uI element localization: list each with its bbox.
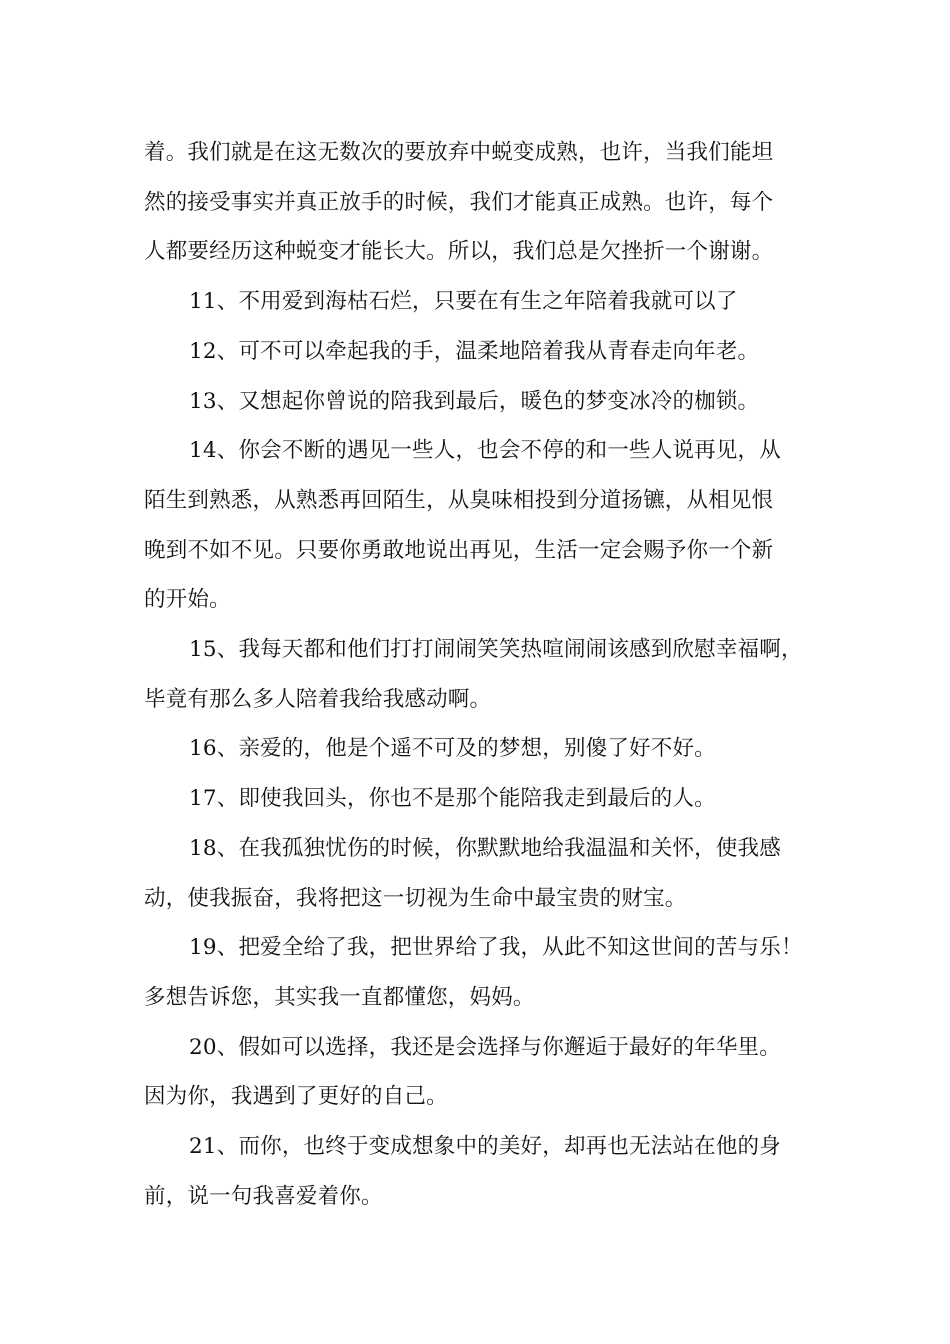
text-line: 13、又想起你曾说的陪我到最后，暖色的梦变冰冷的枷锁。 [189,388,760,414]
text-line: 然的接受事实并真正放手的时候，我们才能真正成熟。也许，每个 [144,189,774,215]
paragraph-15 [144,625,814,724]
text-line: 因为你，我遇到了更好的自己。 [144,1084,448,1110]
paragraph-continuation [144,128,814,277]
text-line: 11、不用爱到海枯石烂，只要在有生之年陪着我就可以了 [189,289,738,315]
text-line: 陌生到熟悉，从熟悉再回陌生，从臭味相投到分道扬镳，从相见恨 [144,487,774,513]
text-line: 19、把爱全给了我，把世界给了我，从此不知这世间的苦与乐！ [189,935,803,961]
text-line: 毕竟有那么多人陪着我给我感动啊。 [144,686,492,712]
paragraph-14 [144,426,814,625]
text-line: 17、即使我回头，你也不是那个能陪我走到最后的人。 [189,786,716,812]
text-line: 12、可不可以牵起我的手，温柔地陪着我从青春走向年老。 [189,338,760,364]
text-line: 多想告诉您，其实我一直都懂您，妈妈。 [144,984,535,1010]
text-line: 人都要经历这种蜕变才能长大。所以，我们总是欠挫折一个谢谢。 [144,239,774,265]
paragraph-21 [144,1122,814,1221]
text-line: 晚到不如不见。只要你勇敢地说出再见，生活一定会赐予你一个新 [144,537,774,563]
text-line: 着。我们就是在这无数次的要放弃中蜕变成熟，也许，当我们能坦 [144,140,774,165]
paragraph-13 [144,377,814,427]
paragraph-20 [144,1023,814,1122]
document-body [144,128,814,1221]
text-line: 20、假如可以选择，我还是会选择与你邂逅于最好的年华里。 [189,1034,781,1060]
text-line: 18、在我孤独忧伤的时候，你默默地给我温温和关怀，使我感 [189,835,781,861]
text-line: 16、亲爱的，他是个遥不可及的梦想，别傻了好不好。 [189,736,716,762]
paragraph-12 [144,327,814,377]
text-line: 15、我每天都和他们打打闹闹笑笑热喧闹闹该感到欣慰幸福啊， [189,637,803,663]
text-line: 14、你会不断的遇见一些人，也会不停的和一些人说再见，从 [189,438,781,464]
paragraph-18 [144,824,814,923]
paragraph-17 [144,774,814,824]
text-line: 动，使我振奋，我将把这一切视为生命中最宝贵的财宝。 [144,885,687,911]
text-line: 前，说一句我喜爱着你。 [144,1183,383,1209]
paragraph-16 [144,724,814,774]
paragraph-11 [144,277,814,327]
text-line: 的开始。 [144,587,231,613]
text-line: 21、而你，也终于变成想象中的美好，却再也无法站在他的身 [189,1134,781,1160]
paragraph-19 [144,923,814,1022]
